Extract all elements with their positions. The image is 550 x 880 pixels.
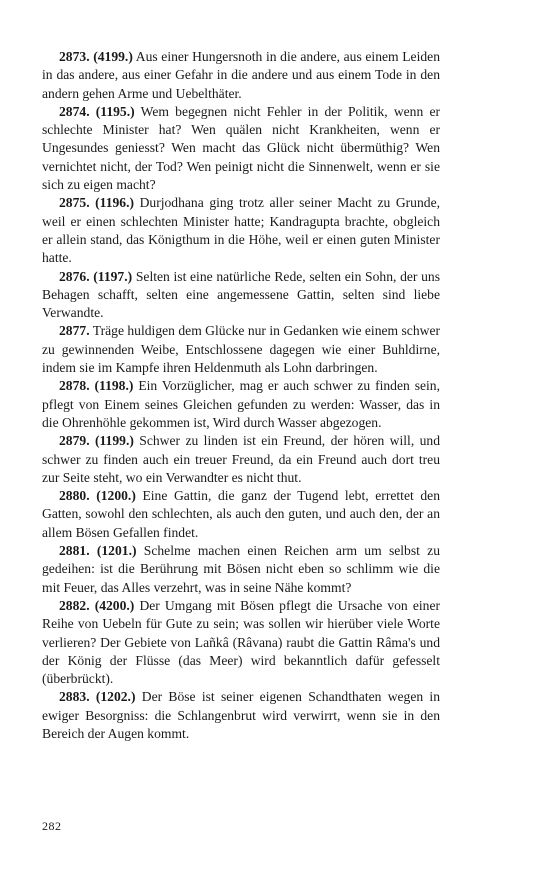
entry-2877 <box>42 322 440 377</box>
entry-text: Der Umgang mit Bösen pflegt die Ursache von einer Reihe von Uebeln für Gute zu sein; was sollen wir hierüber viele Worte verlieren? Der Gebiete von Lañkâ (Râvana) raubt die Gattin Râma's und der König der Flüsse (das Meer) wird bekanntlich dafür gefesselt (überbrückt). <box>42 597 440 687</box>
page-number: 282 <box>42 819 62 833</box>
entry-text: Wem begegnen nicht Fehler in der Politik, wenn er schlechte Minister hat? Wen quälen nicht Krankheiten, wenn er Ungesundes geniesst? Wen macht das Glück nicht übermüthig? Wen vernichtet nicht, der Tod? Wen peinigt nicht die Sinnenwelt, wenn er sie sich zu eigen macht? <box>42 103 441 193</box>
entry-2879 <box>42 432 440 487</box>
entry-number: 2876. (1197.) <box>59 268 133 284</box>
entry-text: Schwer zu linden ist ein Freund, der hören will, und schwer zu finden auch ein treuer Freund, da ein Freund auch dort treu zur Seite steht, wo ein Verwandter es nicht thut. <box>42 433 440 485</box>
entry-text: Der Böse ist seiner eigenen Schandthaten wegen in ewiger Besorgniss: die Schlangenbrut wird verwirrt, wenn sie in den Bereich der Augen kommt. <box>42 689 441 741</box>
entry-2874 <box>42 103 440 194</box>
entry-text: Eine Gattin, die ganz der Tugend lebt, errettet den Gatten, sowohl den schlechten, als auch den guten, und auch den, der an allem Bösen Gefallen findet. <box>42 488 441 540</box>
entry-2875 <box>42 194 440 267</box>
entry-number: 2880. (1200.) <box>59 488 136 504</box>
entry-number: 2882. (4200.) <box>59 597 135 613</box>
entry-2878 <box>42 377 440 432</box>
entry-number: 2875. (1196.) <box>59 195 135 211</box>
entry-2876 <box>42 268 440 323</box>
entry-number: 2877. <box>59 323 90 339</box>
entry-number: 2873. (4199.) <box>59 49 133 64</box>
entry-2882 <box>42 597 440 688</box>
entry-text: Selten ist eine natürliche Rede, selten ein Sohn, der uns Behagen schafft, selten eine angemessene Gattin, selten sind liebe Verwandte. <box>42 268 440 321</box>
entry-number: 2879. (1199.) <box>59 433 134 449</box>
entry-number: 2883. (1202.) <box>59 689 136 705</box>
entry-2873 <box>42 48 440 103</box>
entry-text: Durjodhana ging trotz aller seiner Macht zu Grunde, weil er einen schlechten Minister hatte; Kandragupta brachte, obgleich er allein stand, das Königthum in die Höhe, weil er einen guten Minister hatte. <box>42 195 441 266</box>
entry-number: 2878. (1198.) <box>59 378 134 394</box>
entry-2880 <box>42 487 440 542</box>
entry-text: Träge huldigen dem Glücke nur in Gedanken wie einem schwer zu gewinnenden Weibe, Entschlossene dagegen wie einer Buhldirne, indem sie im Kampfe ihren Heldenmuth als Lohn darbringen. <box>42 323 441 376</box>
entry-text: Schelme machen einen Reichen arm um selbst zu gedeihen: ist die Berührung mit Bösen nicht eben so schlimm wie die mit Feuer, das Alles verzehrt, was in seine Nähe kommt? <box>42 543 441 595</box>
entry-number: 2881. (1201.) <box>59 543 137 559</box>
entry-2883 <box>42 688 440 743</box>
entry-text: Aus einer Hungersnoth in die andere, aus einem Leiden in das andere, aus einer Gefahr in die andere und aus einem Tode in den andern gehen Arme und Uebelthäter. <box>42 49 440 101</box>
entry-2881 <box>42 542 440 597</box>
entry-number: 2874. (1195.) <box>59 103 135 119</box>
text-body <box>42 48 440 743</box>
entry-text: Ein Vorzüglicher, mag er auch schwer zu finden sein, pflegt von Einem seines Gleichen gefunden zu werden: Wasser, das in die Ohrenhöhle gekommen ist, Wird durch Wasser abgezogen. <box>42 378 440 430</box>
